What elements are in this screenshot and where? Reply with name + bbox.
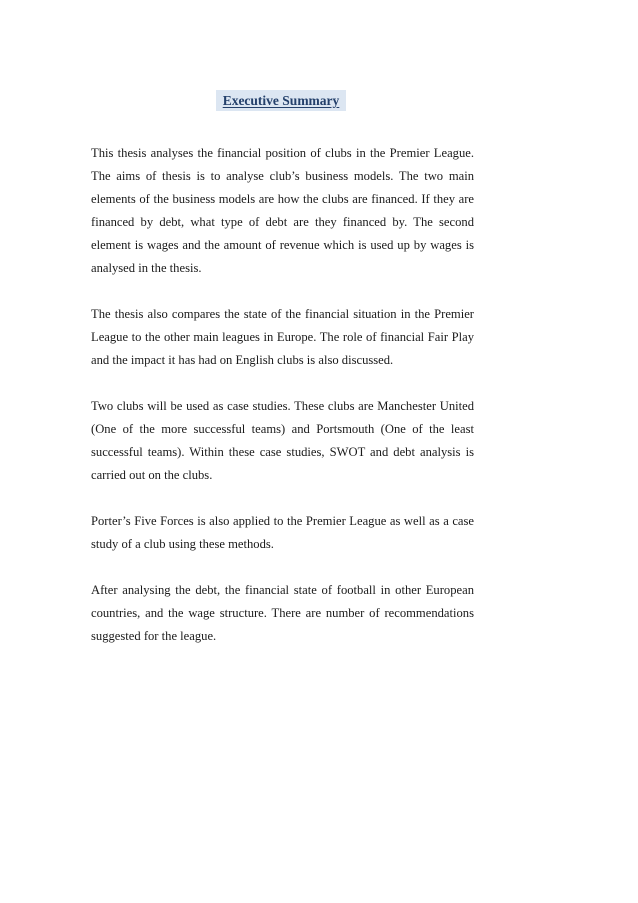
paragraph-1: This thesis analyses the financial position of clubs in the Premier League. The aims of thesis is to analyse club’s business models. The two main elements of the business models are how the clubs are financed. If they are financed by debt, what type of debt are they financed by. The second element is wages and the amount of revenue which is used up by wages is analysed in the thesis. xyxy=(91,146,474,275)
section-heading: Executive Summary xyxy=(216,90,346,111)
paragraph-2: The thesis also compares the state of the financial situation in the Premier League to the other main leagues in Europe. The role of financial Fair Play and the impact it has had on English clubs is also discussed. xyxy=(91,307,474,367)
paragraph-5: After analysing the debt, the financial state of football in other European countries, and the wage structure. There are number of recommendations suggested for the league. xyxy=(91,583,474,643)
paragraph-3: Two clubs will be used as case studies. These clubs are Manchester United (One of the more successful teams) and Portsmouth (One of the least successful teams). Within these case studies, SWOT and debt analysis is carried out on the clubs. xyxy=(91,399,474,482)
summary-body xyxy=(91,142,474,671)
paragraph-4: Porter’s Five Forces is also applied to the Premier League as well as a case study of a club using these methods. xyxy=(91,514,474,551)
